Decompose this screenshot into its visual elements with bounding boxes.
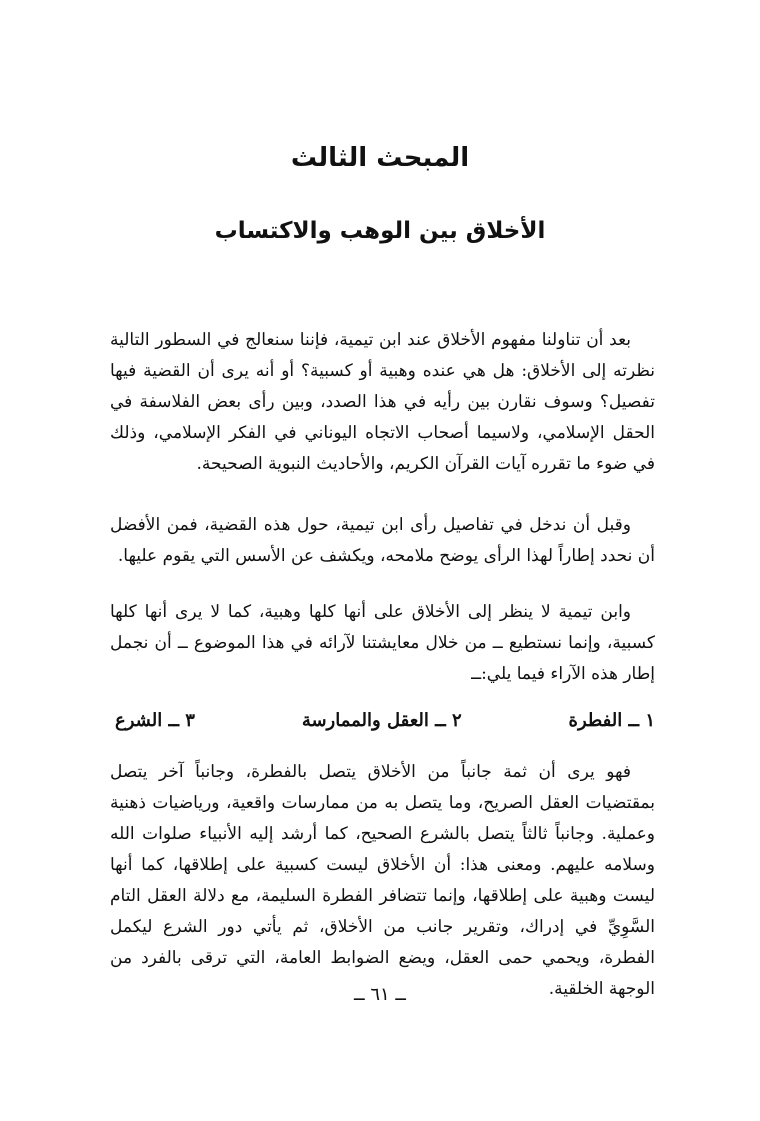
- paragraph-view: وابن تيمية لا ينظر إلى الأخلاق على أنها كلها وهبية، كما لا يرى أنها كلها كسبية، وإنما نستطيع ــ من خلال معايشتنا لآرائه في هذا الموضوع ــ أن نجمل إطار هذه الآراء فيما يلي:ــ: [110, 602, 655, 684]
- section-title: الأخلاق بين الوهب والاكتساب: [214, 218, 546, 244]
- page-number: ــ ٦١ ــ: [354, 984, 406, 1005]
- paragraph-intro: بعد أن تناولنا مفهوم الأخلاق عند ابن تيمية، فإننا سنعالج في السطور التالية نظرته إلى الأخلاق: هل هي عنده وهبية أو كسبية؟ أو أنه يرى أن القضية فيها تفصيل؟ وسوف نقارن بين رأيه في هذا الصدد، وبين رأى بعض الفلاسفة في الحقل الإسلامي، ولاسيما أصحاب الاتجاه اليوناني في الفكر الإسلامي، وذلك في ضوء ما تقرره آيات القرآن الكريم، والأحاديث النبوية الصحيحة.: [110, 330, 655, 474]
- list-item-sharia: ٣ ــ الشرع: [115, 709, 195, 731]
- sources-list: [115, 703, 655, 737]
- paragraph-framework: وقبل أن ندخل في تفاصيل رأى ابن تيمية، حول هذه القضية، فمن الأفضل أن نحدد إطاراً لهذا الرأى يوضح ملامحه، ويكشف عن الأسس التي يقوم عليها.: [110, 515, 655, 566]
- chapter-title: المبحث الثالث: [290, 143, 470, 173]
- paragraph-explanation: فهو يرى أن ثمة جانباً من الأخلاق يتصل بالفطرة، وجانباً آخر يتصل بمقتضيات العقل الصريح، وما يتصل به من ممارسات واقعية، ورياضيات ذهنية وعملية. وجانباً ثالثاً يتصل بالشرع الصحيح، كما أرشد إليه الأنبياء صلوات الله وسلامه عليهم. ومعنى هذا: أن الأخلاق ليست كسبية على إطلاقها، كما أنها ليست وهبية على إطلاقها، وإنما تتضافر الفطرة السليمة، مع دلالة العقل التام السَّوِيِّ في إدراك، وتقرير جانب من الأخلاق، ثم يأتي دور الشرع ليكمل الفطرة، ويحمي حمى العقل، ويضع الضوابط العامة، التي ترقى بالفرد من الوجهة الخلقية.: [110, 762, 655, 999]
- list-item-reason: ٢ ــ العقل والممارسة: [301, 709, 462, 731]
- list-item-fitra: ١ ــ الفطرة: [568, 709, 655, 731]
